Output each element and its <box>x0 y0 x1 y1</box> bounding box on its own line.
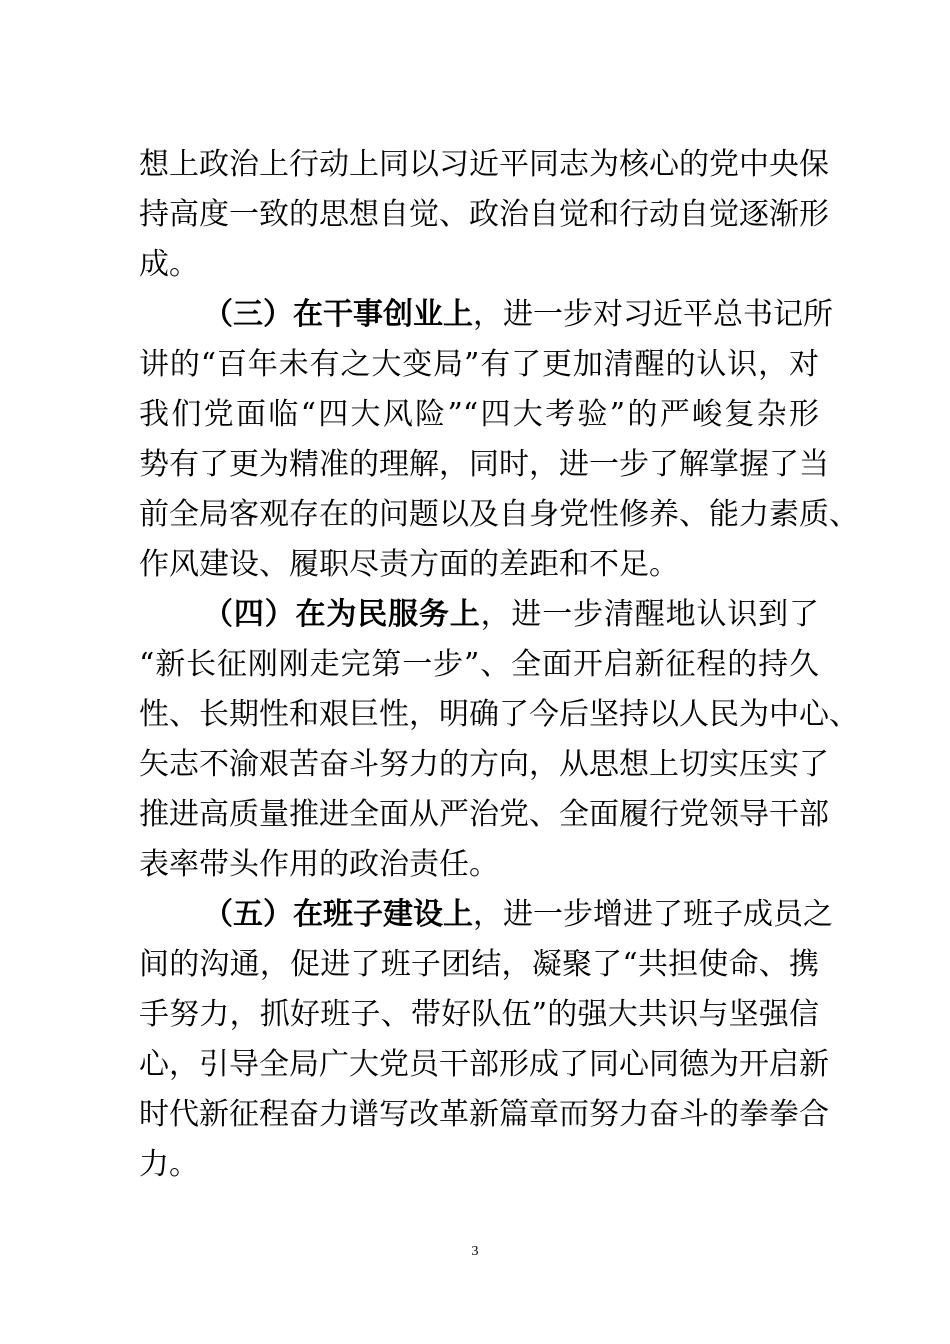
paragraph-1-line-2: 持高度一致的思想自觉、政治自觉和行动自觉逐渐形 <box>139 197 829 232</box>
paragraph-2-line-1: （三）在干事创业上，进一步对习近平总书记所 <box>203 297 833 332</box>
paragraph-4-line-4: 心，引导全局广大党员干部形成了同心同德为开启新 <box>139 1047 829 1082</box>
paragraph-2-line-6: 作风建设、履职尽责方面的差距和不足。 <box>139 547 679 582</box>
paragraph-3-line-1: （四）在为民服务上，进一步清醒地认识到了 <box>203 597 820 632</box>
paragraph-3-line-5: 推进高质量推进全面从严治党、全面履行党领导干部 <box>139 797 829 832</box>
paragraph-2-line-5: 前全局客观存在的问题以及自身党性修养、能力素质、 <box>139 497 859 532</box>
section-heading-3: （三）在干事创业上 <box>203 297 473 332</box>
page-number: 3 <box>471 1244 479 1259</box>
paragraph-4-line-2: 间的沟通，促进了班子团结，凝聚了“共担使命、携 <box>139 947 819 982</box>
paragraph-4-line-3: 手努力，抓好班子、带好队伍”的强大共识与坚强信 <box>139 997 819 1032</box>
paragraph-3-line-2: “新长征刚刚走完第一步”、全面开启新征程的持久 <box>139 647 819 682</box>
paragraph-2-line-4: 势有了更为精准的理解，同时，进一步了解掌握了当 <box>139 447 829 482</box>
paragraph-4-line-6: 力。 <box>139 1147 199 1182</box>
paragraph-2-line-2: 讲的“百年未有之大变局”有了更加清醒的认识，对 <box>139 347 819 382</box>
paragraph-3-line-6: 表率带头作用的政治责任。 <box>139 847 499 882</box>
paragraph-1-line-1: 想上政治上行动上同以习近平同志为核心的党中央保 <box>139 147 829 182</box>
section-heading-5: （五）在班子建设上 <box>203 897 473 932</box>
paragraph-3-line-3: 性、长期性和艰巨性，明确了今后坚持以人民为中心、 <box>139 697 859 732</box>
paragraph-4-line-1: （五）在班子建设上，进一步增进了班子成员之 <box>203 897 833 932</box>
paragraph-2-line-3: 我们党面临“四大风险”“四大考验”的严峻复杂形 <box>139 397 819 432</box>
paragraph-1-line-3: 成。 <box>139 247 199 282</box>
paragraph-3-line-4: 矢志不渝艰苦奋斗努力的方向，从思想上切实压实了 <box>139 747 829 782</box>
paragraph-4-line-5: 时代新征程奋力谱写改革新篇章而努力奋斗的拳拳合 <box>139 1097 829 1132</box>
section-heading-4: （四）在为民服务上 <box>203 597 481 632</box>
